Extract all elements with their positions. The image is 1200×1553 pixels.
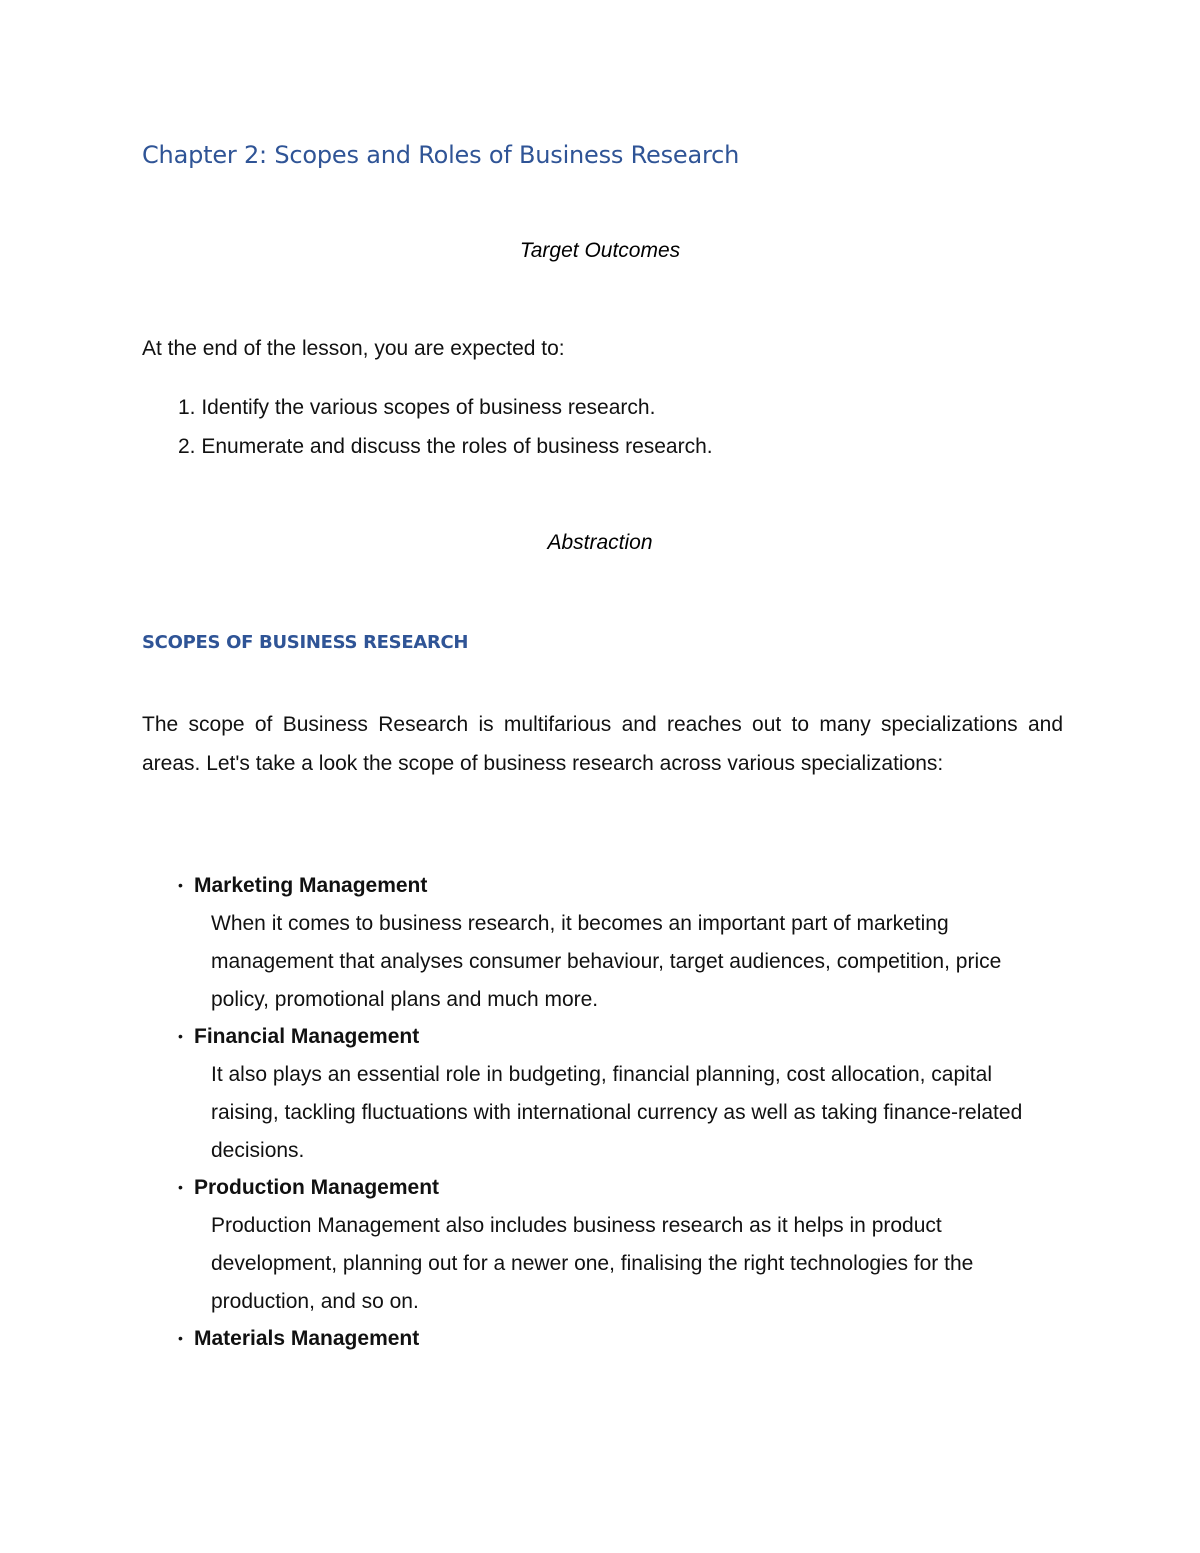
scope-item-title xyxy=(178,1172,1058,1202)
scope-item-financial xyxy=(178,1021,1058,1172)
scope-item-description: It also plays an essential role in budgeting, financial planning, cost allocation, capital raising, tackling fluctuations with international currency as well as taking finance-related decisions. xyxy=(211,1063,1023,1162)
scope-item-title xyxy=(178,1021,1058,1051)
scope-item-description: When it comes to business research, it becomes an important part of marketing management that analyses consumer behaviour, target audiences, competition, price policy, promotional plans and much more. xyxy=(211,912,1002,1011)
scopes-intro-paragraph: The scope of Business Research is multifarious and reaches out to many specializations and areas. Let's take a look the scope of business research across various specializations: xyxy=(142,713,1063,775)
abstraction-heading: Abstraction xyxy=(547,531,653,554)
scope-item-title xyxy=(178,870,1058,900)
bullet-icon: • xyxy=(178,877,183,893)
scopes-section-heading: SCOPES OF BUSINESS RESEARCH xyxy=(142,632,469,653)
scope-title-text: Production Management xyxy=(194,1176,440,1199)
scopes-list xyxy=(178,870,1058,1353)
scope-item-materials xyxy=(178,1323,1058,1353)
target-outcomes-heading: Target Outcomes xyxy=(519,239,681,262)
scope-item-production xyxy=(178,1172,1058,1323)
scope-item-description: Production Management also includes business research as it helps in product development, planning out for a newer one, finalising the right technologies for the production, and so on. xyxy=(211,1214,974,1313)
scope-title-text: Financial Management xyxy=(194,1025,420,1048)
objective-item: 1. Identify the various scopes of business research. xyxy=(178,396,656,419)
outcomes-intro: At the end of the lesson, you are expected to: xyxy=(142,337,565,360)
scope-title-text: Marketing Management xyxy=(194,874,428,897)
objectives-list xyxy=(178,396,713,474)
bullet-icon: • xyxy=(178,1330,183,1346)
chapter-title: Chapter 2: Scopes and Roles of Business Research xyxy=(142,141,740,169)
scope-title-text: Materials Management xyxy=(194,1327,420,1350)
bullet-icon: • xyxy=(178,1179,183,1195)
objective-item: 2. Enumerate and discuss the roles of business research. xyxy=(178,435,713,458)
scope-item-title xyxy=(178,1323,1058,1353)
scope-item-marketing xyxy=(178,870,1058,1021)
bullet-icon: • xyxy=(178,1028,183,1044)
